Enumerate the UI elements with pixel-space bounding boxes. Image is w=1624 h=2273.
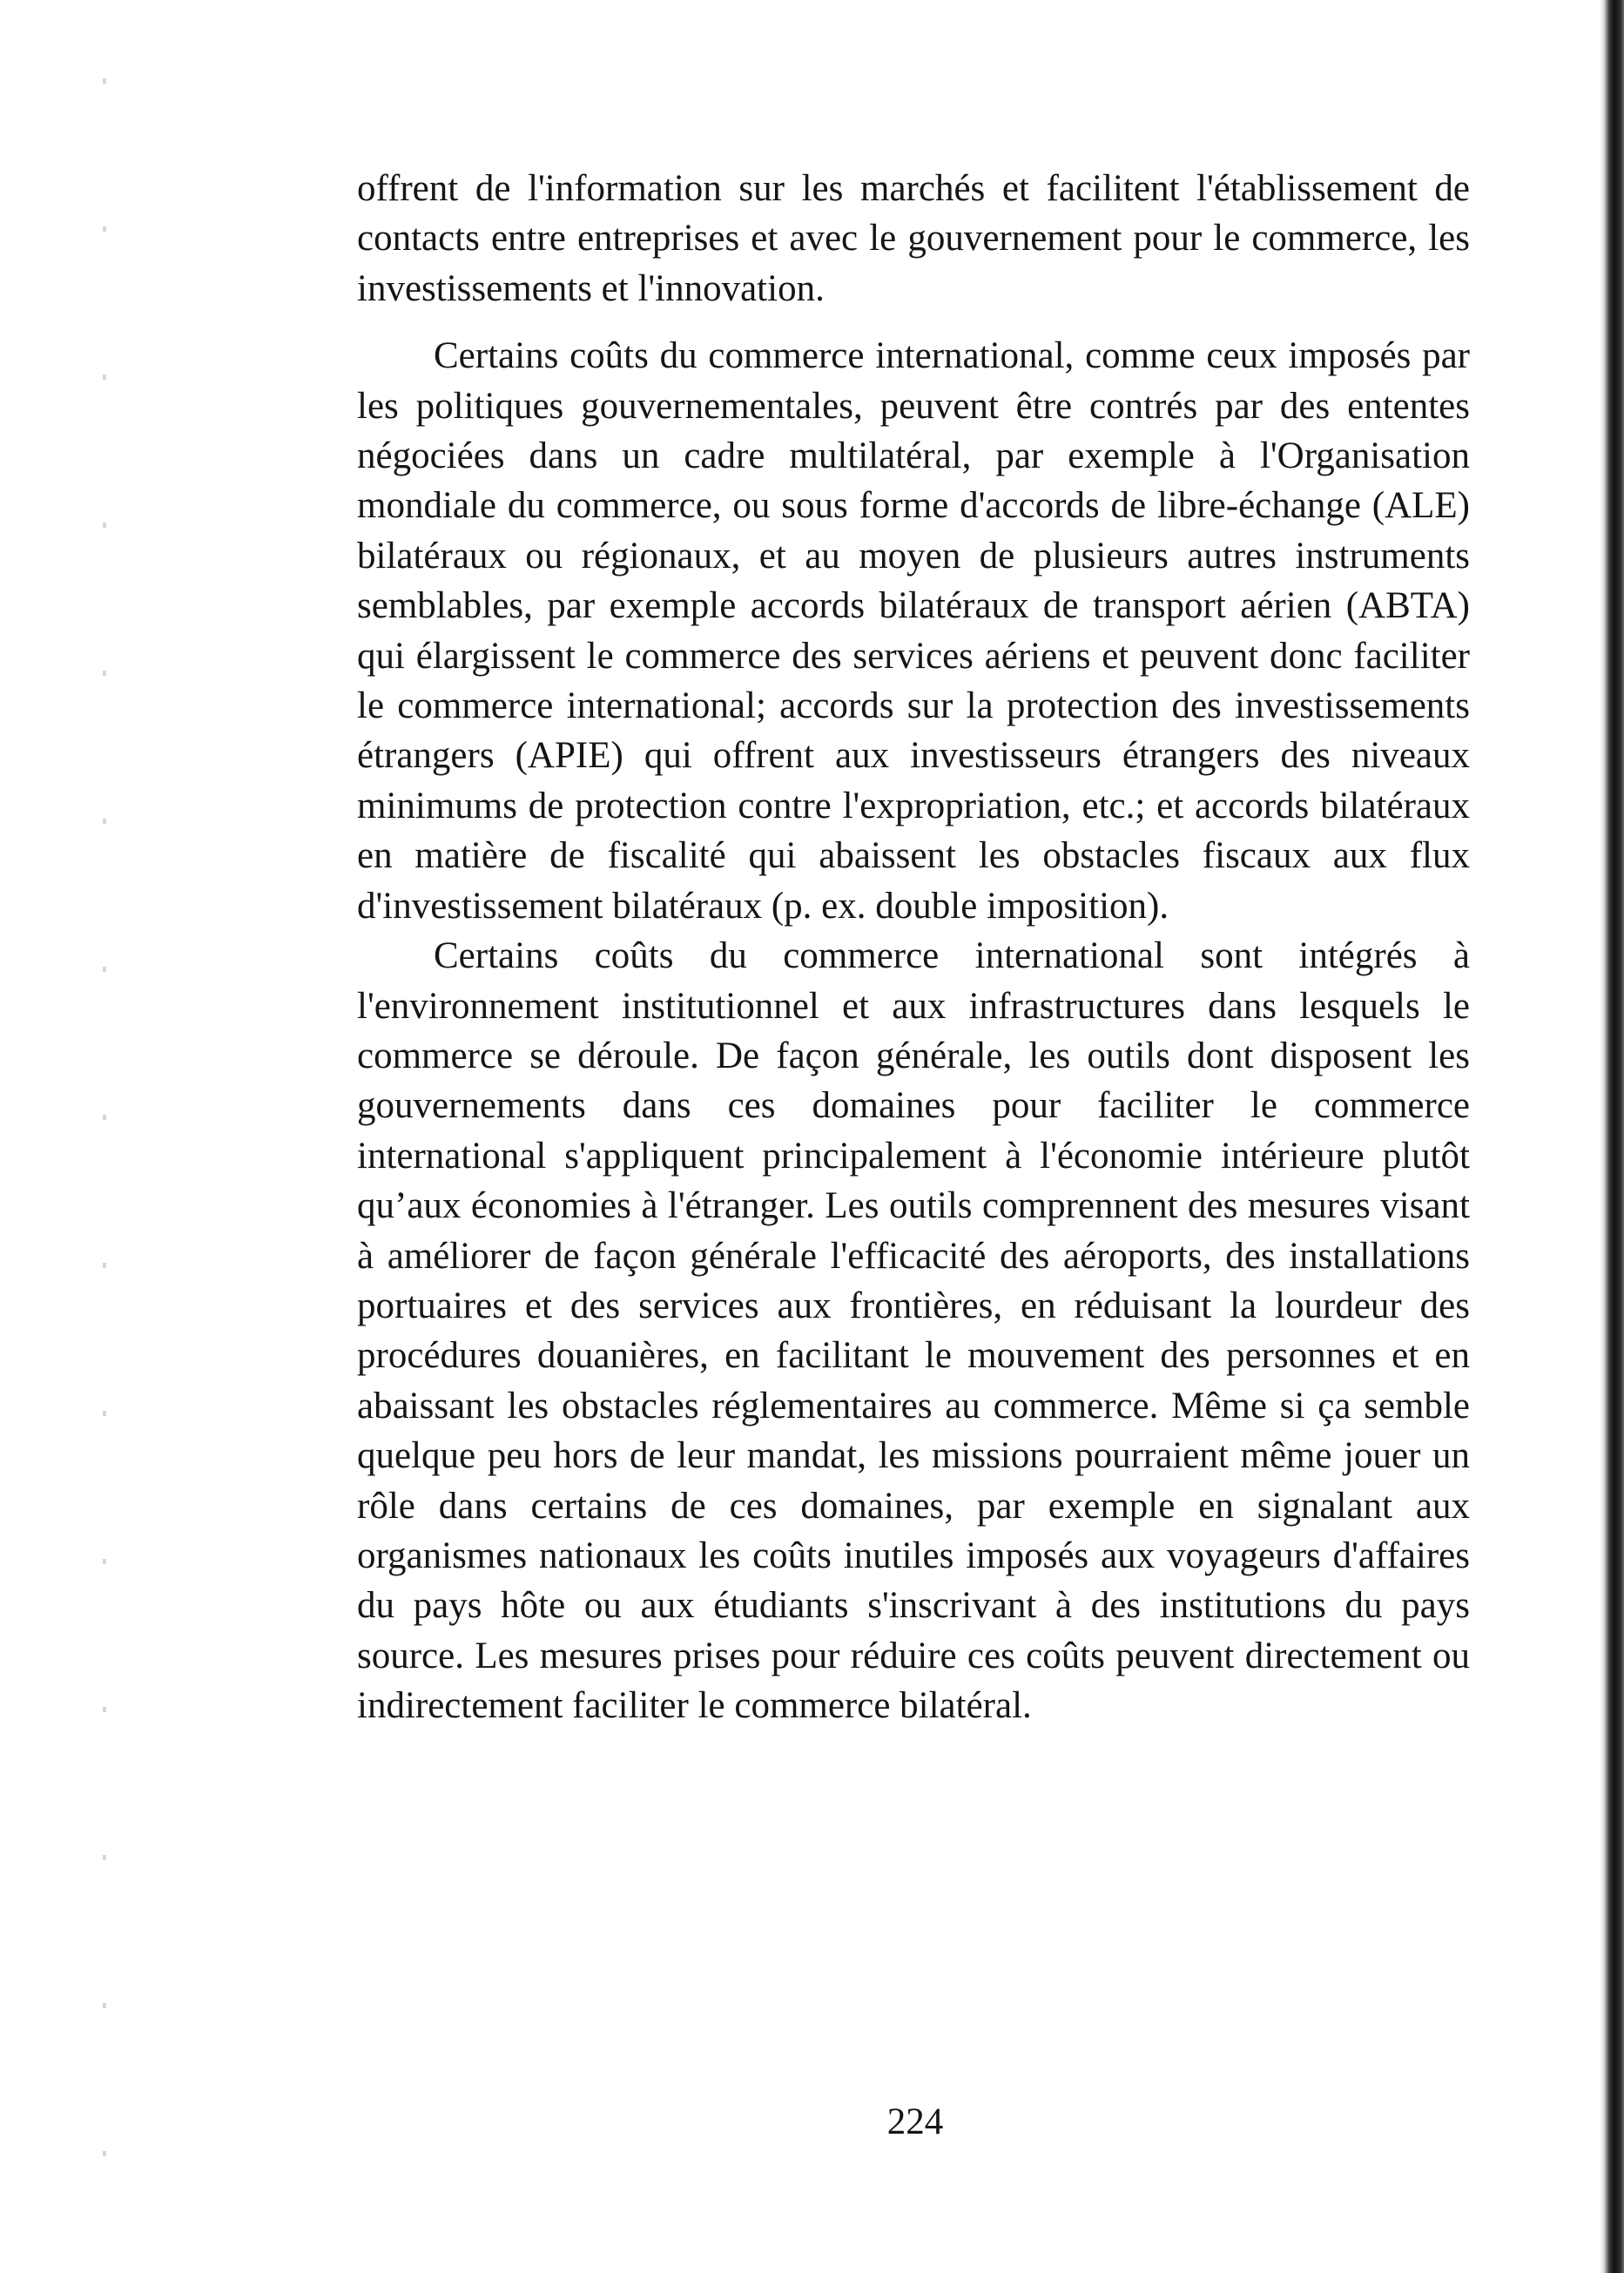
scan-left-specks (103, 0, 106, 2273)
scan-right-edge (1600, 0, 1624, 2273)
paragraph-institutional-costs: Certains coûts du commerce international sont intégrés à l'environnement institutionnel et aux infrastructures dans lesquels le commerce se déroule. De façon générale, les outils dont disposent les gouvernements dans ces domaines pour faciliter le commerce international s'appliquent principalement à l'économie intérieure plutôt qu’aux économies à l'étranger. Les outils comprennent des mesures visant à améliorer de façon générale l'efficacité des aéroports, des installations portuaires et des services aux frontières, en réduisant la lourdeur des procédures douanières, en facilitant le mouvement des personnes et en abaissant les obstacles réglementaires au commerce. Même si ça semble quelque peu hors de leur mandat, les missions pourraient même jouer un rôle dans certains de ces domaines, par exemple en signalant aux organismes nationaux les coûts inutiles imposés aux voyageurs d'affaires du pays hôte ou aux étudiants s'inscrivant à des institutions du pays source. Les mesures prises pour réduire ces coûts peuvent directement ou indirectement faciliter le commerce bilatéral. (357, 935, 1470, 1727)
paragraph-trade-agreements: Certains coûts du commerce international, comme ceux imposés par les politiques gouvernementales, peuvent être contrés par des ententes négociées dans un cadre multilatéral, par exemple à l'Organisation mondiale du commerce, ou sous forme d'accords de libre-échange (ALE) bilatéraux ou régionaux, et au moyen de plusieurs autres instruments semblables, par exemple accords bilatéraux de transport aérien (ABTA) qui élargissent le commerce des services aériens et peuvent donc faciliter le commerce international; accords sur la protection des investissements étrangers (APIE) qui offrent aux investisseurs étrangers des niveaux minimums de protection contre l'expropriation, etc.; et accords bilatéraux en matière de fiscalité qui abaissent les obstacles fiscaux aux flux d'investissement bilatéraux (p. ex. double imposition). (357, 335, 1470, 927)
page-number: 224 (886, 2101, 944, 2142)
body-text (357, 164, 1470, 1731)
paragraph-continuation: offrent de l'information sur les marchés et facilitent l'établissement de contacts entre entreprises et avec le gouvernement pour le commerce, les investissements et l'innovation. (357, 168, 1470, 309)
